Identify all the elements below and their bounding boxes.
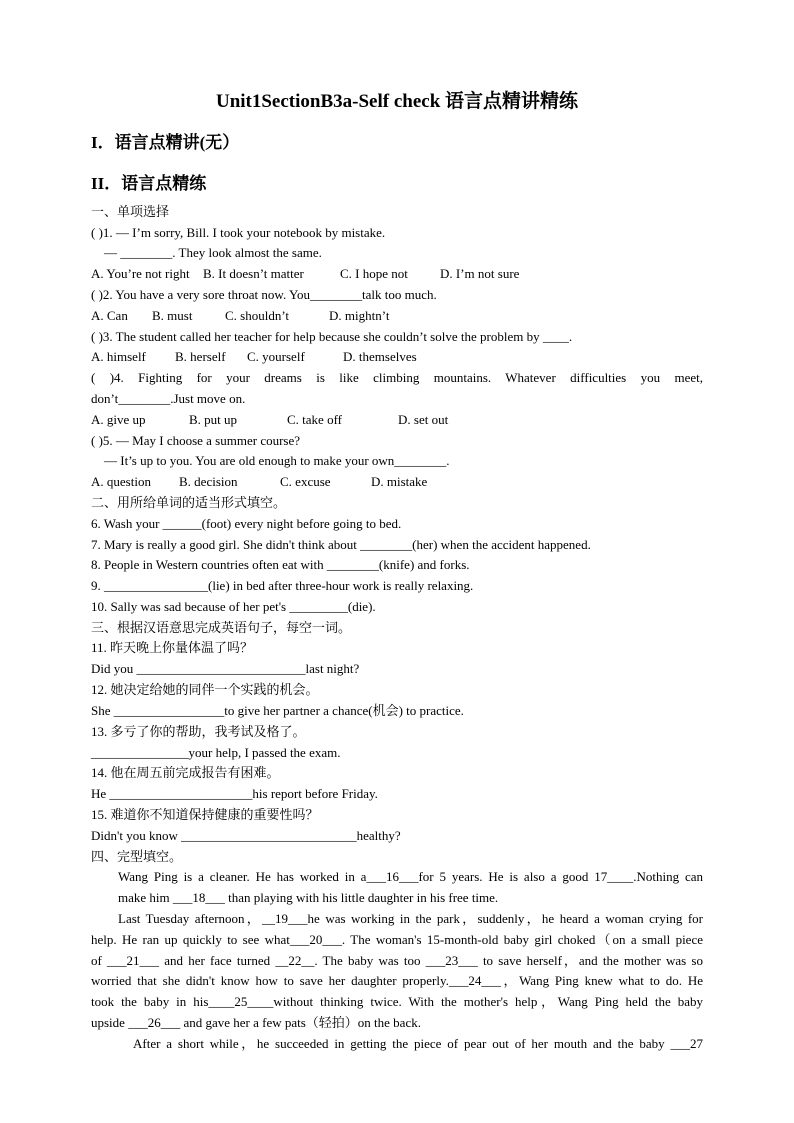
question-13-chinese: 13. 多亏了你的帮助，我考试及格了。 bbox=[91, 724, 306, 739]
option-b: B. herself bbox=[175, 349, 226, 364]
option-c: C. yourself bbox=[247, 349, 305, 364]
option-b: B. It doesn’t matter bbox=[203, 266, 304, 281]
question-5-options bbox=[91, 474, 703, 490]
question-2-options bbox=[91, 308, 703, 324]
question-2: ( )2. You have a very sore throat now. You________talk too much. bbox=[91, 287, 437, 302]
question-1-options bbox=[91, 266, 703, 282]
option-a: A. give up bbox=[91, 412, 146, 427]
question-12-english: She _________________to give her partner a chance(机会) to practice. bbox=[91, 703, 464, 718]
page-title: Unit1SectionB3a-Self check 语言点精讲精练 bbox=[215, 91, 579, 112]
option-c: C. shouldn’t bbox=[225, 308, 290, 323]
question-11-english: Did you __________________________last night? bbox=[91, 661, 360, 676]
question-8: 8. People in Western countries often eat with ________(knife) and forks. bbox=[91, 557, 470, 572]
question-1-line-1: ( )1. — I’m sorry, Bill. I took your notebook by mistake. bbox=[91, 225, 386, 240]
question-4-options bbox=[91, 412, 703, 428]
option-c: C. excuse bbox=[280, 474, 331, 489]
option-b: B. decision bbox=[179, 474, 238, 489]
heading-practice: II．语言点精练 bbox=[91, 174, 207, 193]
option-c: C. take off bbox=[287, 412, 342, 427]
cloze-paragraph-2-line-6: upside ___26___ and gave her a few pats（轻拍）on the back. bbox=[91, 1015, 421, 1030]
question-3-options bbox=[91, 349, 703, 365]
option-d: D. themselves bbox=[343, 349, 417, 364]
option-d: D. set out bbox=[398, 412, 449, 427]
question-4-line-2: don’t________.Just move on. bbox=[91, 391, 246, 406]
option-a: A. himself bbox=[91, 349, 146, 364]
question-14-english: He ______________________his report before Friday. bbox=[91, 786, 378, 801]
question-7: 7. Mary is really a good girl. She didn't think about ________(her) when the accident happened. bbox=[91, 537, 591, 552]
option-d: D. mightn’t bbox=[329, 308, 390, 323]
option-d: D. mistake bbox=[371, 474, 428, 489]
cloze-paragraph-2-line-1: Last Tuesday afternoon，__19___he was working in the park，suddenly，he heard a woman crying for bbox=[118, 911, 703, 926]
option-b: B. must bbox=[152, 308, 193, 323]
question-10: 10. Sally was sad because of her pet's _________(die). bbox=[91, 599, 376, 614]
cloze-paragraph-2-line-2: help. He ran up quickly to see what___20___. The woman's 15-month-old baby girl choked（on a small piece bbox=[91, 932, 703, 947]
cloze-paragraph-2-line-5: took the baby in his____25____without thinking twice. With the mother's help，Wang Ping held the baby bbox=[91, 994, 703, 1009]
heading-explanation: I．语言点精讲(无） bbox=[91, 133, 240, 152]
question-15-english: Didn't you know ___________________________healthy? bbox=[91, 828, 401, 843]
question-5-line-2: — It’s up to you. You are old enough to make your own________. bbox=[104, 453, 450, 468]
question-4-line-1: ( )4. Fighting for your dreams is like climbing mountains. Whatever difficulties you meet, bbox=[91, 370, 703, 385]
question-13-english: _______________your help, I passed the exam. bbox=[91, 745, 341, 760]
question-3: ( )3. The student called her teacher for help because she couldn’t solve the problem by ____. bbox=[91, 329, 573, 344]
question-1-line-2: — ________. They look almost the same. bbox=[104, 245, 322, 260]
option-d: D. I’m not sure bbox=[440, 266, 520, 281]
section-multiple-choice: 一、单项选择 bbox=[91, 204, 170, 219]
cloze-paragraph-1-line-1: Wang Ping is a cleaner. He has worked in a___16___for 5 years. He is also a good 17____.Nothing can bbox=[118, 869, 703, 884]
option-a: A. You’re not right bbox=[91, 266, 190, 281]
question-6: 6. Wash your ______(foot) every night before going to bed. bbox=[91, 516, 402, 531]
question-11-chinese: 11. 昨天晚上你量体温了吗？ bbox=[91, 640, 254, 655]
question-5-line-1: ( )5. — May I choose a summer course? bbox=[91, 433, 301, 448]
option-a: A. question bbox=[91, 474, 151, 489]
cloze-paragraph-3-line-1: After a short while，he succeeded in getting the piece of pear out of her mouth and the baby ___27 bbox=[133, 1036, 703, 1051]
question-14-chinese: 14. 他在周五前完成报告有困难。 bbox=[91, 765, 280, 780]
question-15-chinese: 15. 难道你不知道保持健康的重要性吗？ bbox=[91, 807, 319, 822]
question-9: 9. ________________(lie) in bed after three-hour work is really relaxing. bbox=[91, 578, 474, 593]
cloze-paragraph-2-line-4: worried that she didn't know how to save her daughter properly.___24___，Wang Ping knew what to do. He bbox=[91, 973, 703, 988]
cloze-paragraph-2-line-3: of ___21___ and her face turned __22__. The baby was too ___23___ to save herself，and the mother was so bbox=[91, 953, 703, 968]
option-a: A. Can bbox=[91, 308, 128, 323]
option-c: C. I hope not bbox=[340, 266, 408, 281]
option-b: B. put up bbox=[189, 412, 238, 427]
section-word-forms: 二、用所给单词的适当形式填空。 bbox=[91, 495, 287, 510]
cloze-paragraph-1-line-2: make him ___18___ than playing with his little daughter in his free time. bbox=[118, 890, 499, 905]
question-12-chinese: 12. 她决定给她的同伴一个实践的机会。 bbox=[91, 682, 319, 697]
section-cloze: 四、完型填空。 bbox=[91, 849, 183, 864]
section-translation: 三、根据汉语意思完成英语句子，每空一词。 bbox=[91, 620, 352, 635]
